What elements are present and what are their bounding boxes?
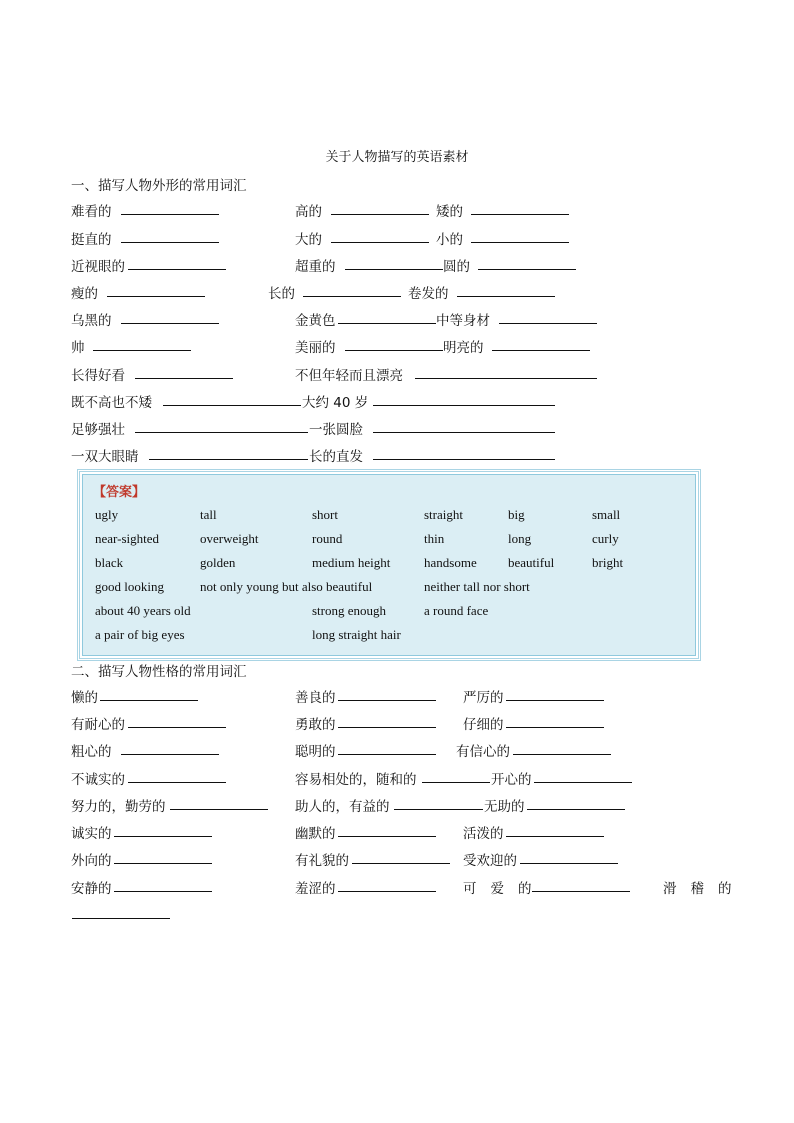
answer-blank[interactable] (534, 782, 632, 783)
answer-blank[interactable] (520, 863, 618, 864)
vocab-label: 难看的 (71, 204, 112, 220)
answer-blank[interactable] (345, 269, 443, 270)
vocab-label: 开心的 (491, 772, 532, 788)
vocab-label: 聪明的 (295, 744, 336, 760)
vocab-label: 懒的 (71, 690, 98, 706)
vocab-label: 活泼的 (463, 826, 504, 842)
answer-word: golden (200, 555, 236, 570)
answer-word: a pair of big eyes (95, 627, 185, 642)
section2-heading: 二、描写人物性格的常用词汇 (71, 664, 247, 680)
vocab-label: 挺直的 (71, 232, 112, 248)
answer-blank[interactable] (128, 782, 226, 783)
vocab-label: 有信心的 (456, 744, 510, 760)
answer-blank[interactable] (72, 918, 170, 919)
vocab-label: 安静的 (71, 881, 112, 897)
answer-word: handsome (424, 555, 477, 570)
answer-blank[interactable] (506, 700, 604, 701)
answer-word: black (95, 555, 124, 570)
answer-blank[interactable] (527, 809, 625, 810)
answer-blank[interactable] (114, 891, 212, 892)
answer-word: tall (200, 507, 217, 522)
vocab-label: 长的直发 (309, 449, 363, 465)
answer-blank[interactable] (93, 350, 191, 351)
vocab-label: 长得好看 (71, 368, 125, 384)
answer-label: 【答案】 (93, 485, 146, 500)
vocab-label: 帅 (71, 340, 85, 356)
answer-blank[interactable] (499, 323, 597, 324)
vocab-label: 大的 (295, 232, 322, 248)
answer-word: ugly (95, 507, 119, 522)
answer-blank[interactable] (506, 727, 604, 728)
answer-word: long (508, 531, 532, 546)
vocab-label: 粗心的 (71, 744, 112, 760)
answer-blank[interactable] (149, 459, 308, 460)
vocab-label: 有耐心的 (71, 717, 125, 733)
vocab-label: 可爱的 (463, 881, 546, 897)
vocab-label: 外向的 (71, 853, 112, 869)
answer-blank[interactable] (422, 782, 490, 783)
answer-word: small (592, 507, 621, 522)
answer-blank[interactable] (163, 405, 301, 406)
answer-word: beautiful (508, 555, 555, 570)
answer-blank[interactable] (135, 432, 308, 433)
vocab-label: 羞涩的 (295, 881, 336, 897)
vocab-label: 乌黑的 (71, 313, 112, 329)
answer-blank[interactable] (373, 432, 555, 433)
answer-word: medium height (312, 555, 391, 570)
answer-word: long straight hair (312, 627, 401, 642)
answer-blank[interactable] (128, 269, 226, 270)
answer-blank[interactable] (331, 242, 429, 243)
vocab-label: 金黄色 (295, 313, 336, 329)
answer-blank[interactable] (506, 836, 604, 837)
answer-blank[interactable] (478, 269, 576, 270)
answer-blank[interactable] (121, 754, 219, 755)
answer-word: bright (592, 555, 624, 570)
answer-word: overweight (200, 531, 259, 546)
answer-blank[interactable] (373, 459, 555, 460)
vocab-label: 美丽的 (295, 340, 336, 356)
vocab-label: 长的 (268, 286, 295, 302)
answer-blank[interactable] (135, 378, 233, 379)
vocab-label: 近视眼的 (71, 259, 125, 275)
answer-word: big (508, 507, 525, 522)
answer-blank[interactable] (373, 405, 555, 406)
vocab-label: 无助的 (484, 799, 525, 815)
answer-blank[interactable] (338, 836, 436, 837)
answer-word: near-sighted (95, 531, 159, 546)
answer-blank[interactable] (338, 323, 436, 324)
vocab-label: 有礼貌的 (295, 853, 349, 869)
answer-word: not only young but also beautiful (200, 579, 373, 594)
answer-word: short (312, 507, 338, 522)
answer-blank[interactable] (338, 727, 436, 728)
vocab-label: 滑稽的 (663, 881, 746, 897)
answer-blank[interactable] (107, 296, 205, 297)
answer-blank[interactable] (394, 809, 483, 810)
vocab-label: 超重的 (295, 259, 336, 275)
answer-blank[interactable] (471, 214, 569, 215)
answer-blank[interactable] (457, 296, 555, 297)
answer-word: curly (592, 531, 619, 546)
answer-word: strong enough (312, 603, 387, 618)
answer-blank[interactable] (114, 836, 212, 837)
answer-word: about 40 years old (95, 603, 191, 618)
vocab-label: 一张圆脸 (309, 422, 363, 438)
answer-blank[interactable] (338, 891, 436, 892)
answer-blank[interactable] (338, 754, 436, 755)
vocab-label: 不但年轻而且漂亮 (295, 368, 403, 384)
answer-blank[interactable] (352, 863, 450, 864)
answer-word: neither tall nor short (424, 579, 530, 594)
vocab-label: 仔细的 (463, 717, 504, 733)
answer-blank[interactable] (471, 242, 569, 243)
answer-word: straight (424, 507, 463, 522)
answer-blank[interactable] (345, 350, 443, 351)
answer-blank[interactable] (331, 214, 429, 215)
vocab-label: 助人的，有益的 (295, 799, 390, 815)
vocab-label: 幽默的 (295, 826, 336, 842)
vocab-label: 努力的，勤劳的 (71, 799, 166, 815)
vocab-label: 中等身材 (436, 313, 490, 329)
vocab-label: 圆的 (443, 259, 470, 275)
vocab-label: 严厉的 (463, 690, 504, 706)
vocab-label: 明亮的 (443, 340, 484, 356)
answer-blank[interactable] (121, 242, 219, 243)
vocab-label: 勇敢的 (295, 717, 336, 733)
vocab-label: 大约 40 岁 (302, 395, 369, 411)
answer-blank[interactable] (513, 754, 611, 755)
vocab-label: 受欢迎的 (463, 853, 517, 869)
vocab-label: 容易相处的，随和的 (295, 772, 417, 788)
answer-word: thin (424, 531, 445, 546)
section1-heading: 一、描写人物外形的常用词汇 (71, 178, 247, 194)
vocab-label: 诚实的 (71, 826, 112, 842)
vocab-label: 足够强壮 (71, 422, 125, 438)
answer-blank[interactable] (532, 891, 630, 892)
answer-word: a round face (424, 603, 489, 618)
answer-blank[interactable] (415, 378, 597, 379)
answer-blank[interactable] (114, 863, 212, 864)
vocab-label: 高的 (295, 204, 322, 220)
answer-blank[interactable] (338, 700, 436, 701)
vocab-label: 善良的 (295, 690, 336, 706)
page-title: 关于人物描写的英语素材 (325, 150, 469, 165)
vocab-label: 小的 (436, 232, 463, 248)
answer-word: round (312, 531, 343, 546)
answer-blank[interactable] (128, 727, 226, 728)
answer-word: good looking (95, 579, 164, 594)
answer-blank[interactable] (170, 809, 268, 810)
answer-blank[interactable] (492, 350, 590, 351)
answer-blank[interactable] (100, 700, 198, 701)
vocab-label: 矮的 (436, 204, 463, 220)
answer-blank[interactable] (121, 323, 219, 324)
vocab-label: 一双大眼睛 (71, 449, 139, 465)
vocab-label: 不诚实的 (71, 772, 125, 788)
vocab-label: 瘦的 (71, 286, 98, 302)
vocab-label: 既不高也不矮 (71, 395, 152, 411)
answer-blank[interactable] (303, 296, 401, 297)
answer-blank[interactable] (121, 214, 219, 215)
vocab-label: 卷发的 (408, 286, 449, 302)
